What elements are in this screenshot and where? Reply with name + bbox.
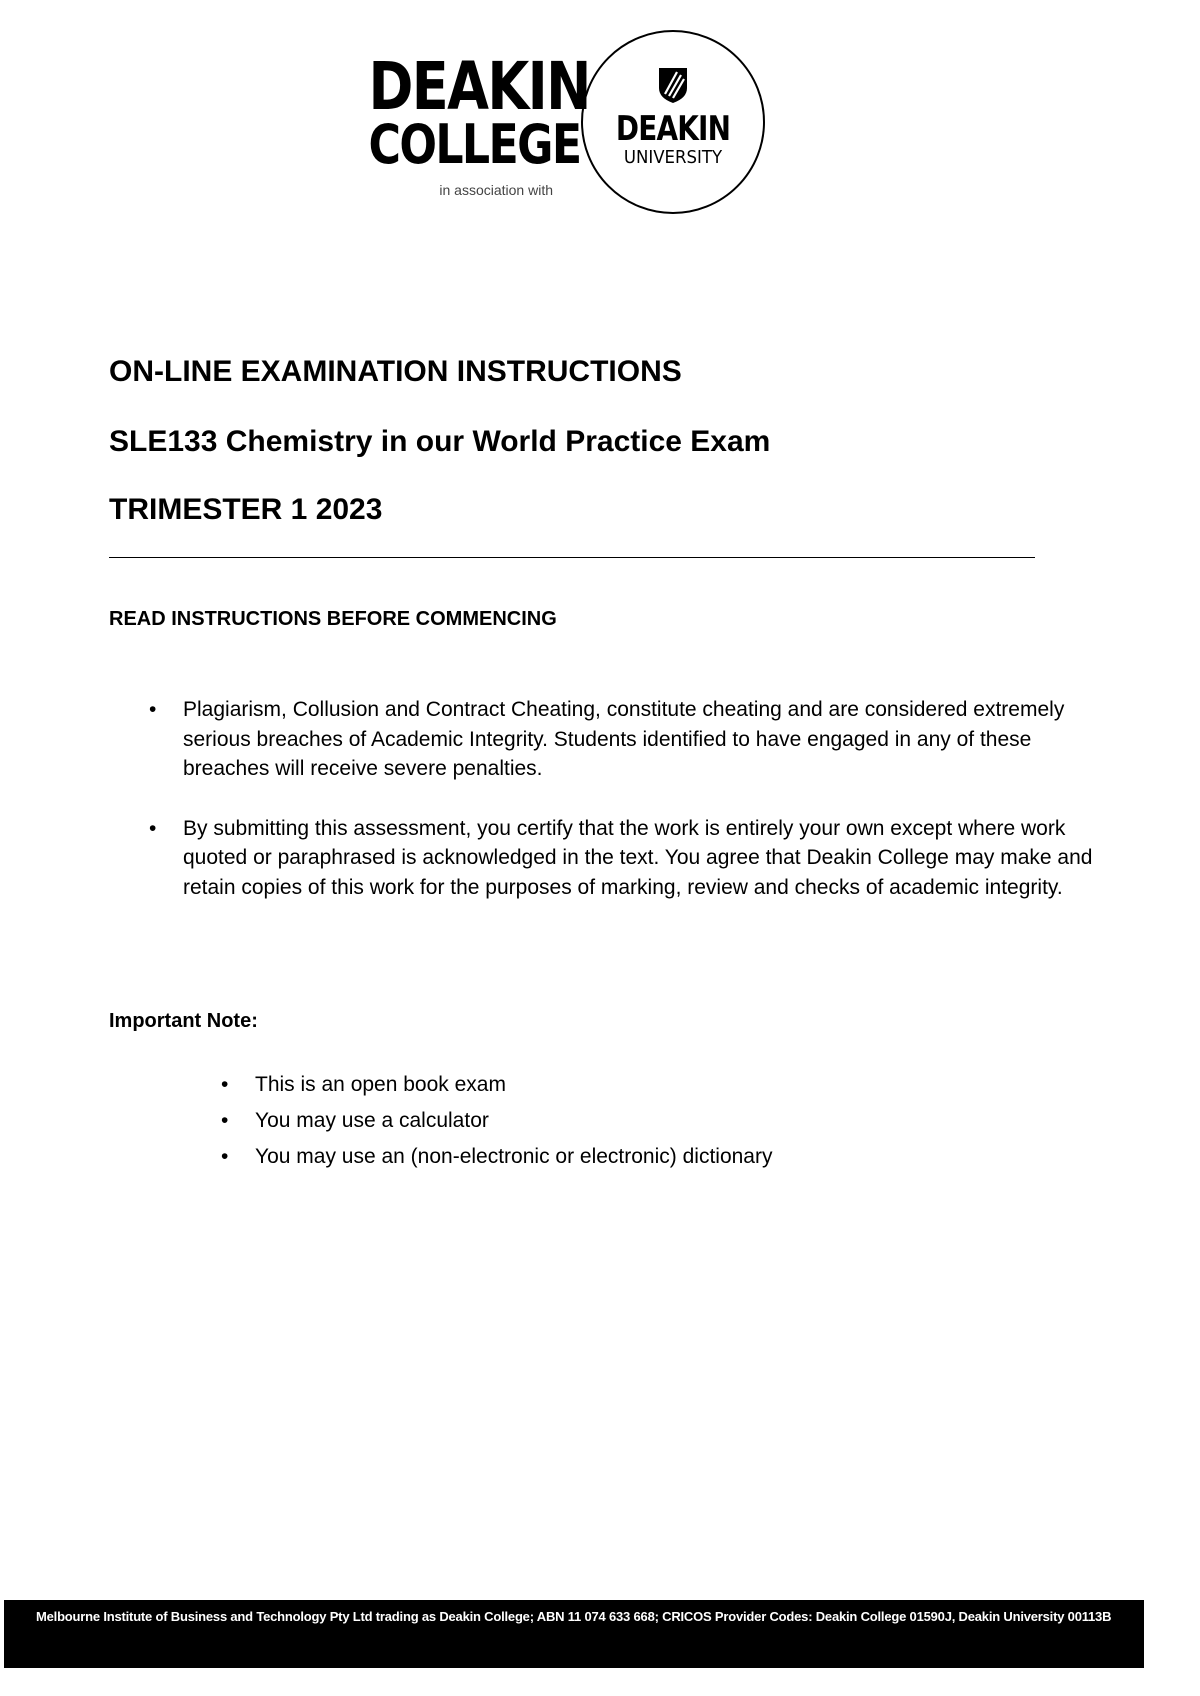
deakin-college-logo — [328, 48, 590, 198]
instruction-text: By submitting this assessment, you certify that the work is entirely your own except where work quoted or paraphrased is acknowledged in the text. You agree that Deakin College may make and retain copies of this work for the purposes of marking, review and checks of academic integrity. — [183, 816, 1093, 899]
college-logo-line1: DEAKIN — [368, 48, 590, 125]
course-title: SLE133 Chemistry in our World Practice Exam — [109, 425, 771, 458]
bullet-icon: • — [149, 816, 157, 840]
deakin-university-logo — [581, 30, 765, 214]
university-logo-line1: DEAKIN — [615, 109, 731, 149]
list-item — [109, 1103, 1009, 1139]
note-text: This is an open book exam — [255, 1073, 506, 1096]
note-text: You may use an (non-electronic or electronic) dictionary — [255, 1145, 773, 1168]
footer-text: Melbourne Institute of Business and Technology Pty Ltd trading as Deakin College; ABN 11 074 633 668; CRICOS Provider Codes: Deakin College 01590J, Deakin University 00113B — [36, 1609, 1112, 1624]
important-note-heading: Important Note: — [109, 1010, 258, 1032]
list-item — [109, 1139, 1009, 1175]
university-logo-line2: UNIVERSITY — [623, 147, 723, 168]
bullet-icon: • — [221, 1109, 229, 1132]
instructions-list — [109, 695, 1099, 932]
bullet-icon: • — [221, 1145, 229, 1168]
footer-bar — [4, 1600, 1144, 1668]
instructions-heading: READ INSTRUCTIONS BEFORE COMMENCING — [109, 608, 557, 630]
instruction-text: Plagiarism, Collusion and Contract Cheating, constitute cheating and are considered extremely serious breaches of Academic Integrity. Students identified to have engaged in any of these breaches will receive severe penalties. — [183, 698, 1065, 780]
trimester-title: TRIMESTER 1 2023 — [109, 493, 383, 526]
list-item — [109, 1067, 1009, 1103]
exam-instructions-title: ON-LINE EXAMINATION INSTRUCTIONS — [109, 355, 682, 388]
title-divider — [109, 557, 1035, 558]
important-note-list — [109, 1067, 1009, 1175]
list-item — [109, 814, 1099, 903]
college-logo-line2: COLLEGE — [368, 113, 581, 176]
shield-icon — [657, 66, 689, 104]
note-text: You may use a calculator — [255, 1109, 489, 1132]
list-item — [109, 695, 1099, 784]
bullet-icon: • — [221, 1073, 229, 1096]
college-logo-tagline: in association with — [439, 182, 553, 198]
bullet-icon: • — [149, 698, 157, 721]
